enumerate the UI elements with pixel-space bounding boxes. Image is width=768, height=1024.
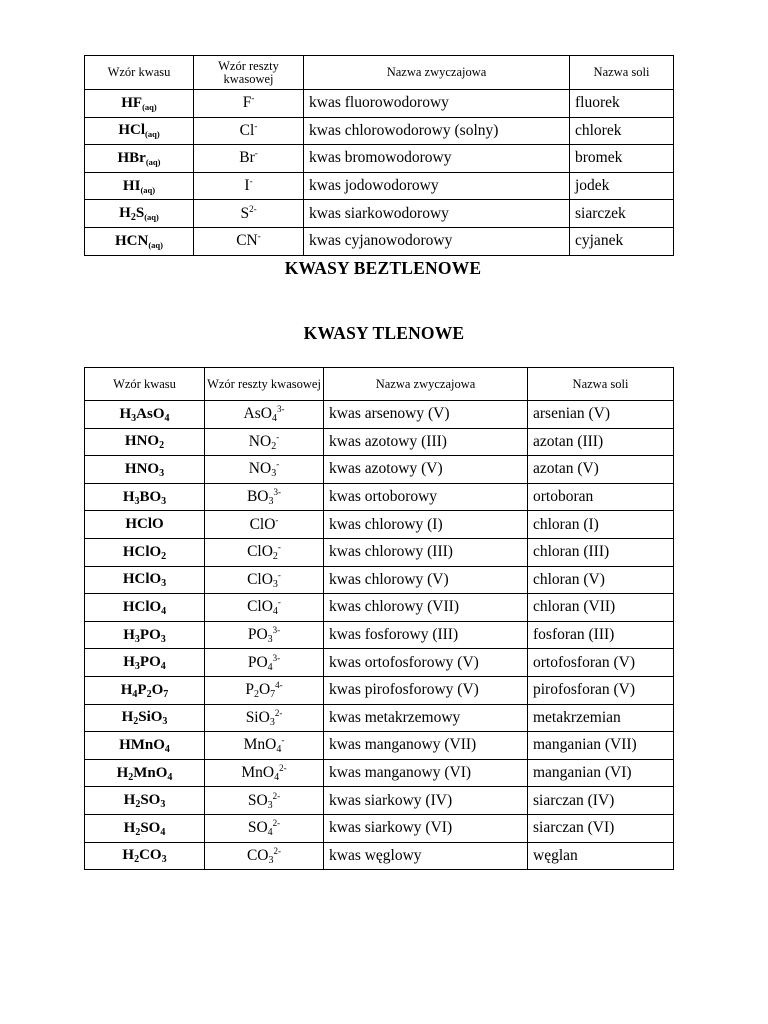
table-row <box>85 483 674 511</box>
cell-salt-name: siarczek <box>570 200 674 228</box>
cell-acid-formula <box>85 227 194 255</box>
formula-sub: 4 <box>132 688 138 700</box>
formula-sub: 3 <box>161 495 167 507</box>
formula-text: HMnO <box>119 736 165 753</box>
table-row <box>85 538 674 566</box>
cell-salt-name: azotan (V) <box>528 456 674 484</box>
formula-sup: 2- <box>272 818 281 829</box>
cell-residue-formula <box>205 594 324 622</box>
formula-text: H <box>123 626 135 643</box>
formula-aq: (aq) <box>145 129 160 140</box>
cell-salt-name: węglan <box>528 842 674 870</box>
table-row <box>85 759 674 787</box>
cell-acid-formula <box>85 566 205 594</box>
formula-text: SO <box>247 819 268 837</box>
formula-text: ClO <box>247 570 273 588</box>
cell-common-name: kwas ortoborowy <box>324 483 528 511</box>
cell-common-name: kwas bromowodorowy <box>304 145 570 173</box>
formula-text: HClO <box>125 516 164 533</box>
formula-sup: 3- <box>273 487 282 498</box>
cell-salt-name: jodek <box>570 172 674 200</box>
cell-common-name: kwas chlorowy (VII) <box>324 594 528 622</box>
cell-common-name: kwas fluorowodorowy <box>304 90 570 118</box>
formula-sub: 4 <box>161 605 167 617</box>
cell-residue-formula <box>194 200 304 228</box>
formula-sub: 3 <box>272 578 278 590</box>
table-body <box>85 90 674 256</box>
formula-sub: 2 <box>128 771 134 783</box>
formula-sup: - <box>276 431 280 442</box>
formula-text: H <box>121 94 133 111</box>
formula-sub: 4 <box>160 826 166 838</box>
formula-sub: 2 <box>159 440 165 452</box>
cell-salt-name: arsenian (V) <box>528 401 674 429</box>
table-row <box>85 676 674 704</box>
cell-salt-name: siarczan (IV) <box>528 787 674 815</box>
cell-acid-formula <box>85 676 205 704</box>
cell-salt-name: chloran (III) <box>528 538 674 566</box>
formula-sub: 2 <box>135 799 141 811</box>
formula-sub: 7 <box>163 688 169 700</box>
formula-text: H <box>123 819 136 836</box>
formula-text: H <box>119 205 131 222</box>
formula-text: H <box>118 122 131 139</box>
cell-residue-formula <box>205 787 324 815</box>
table-row <box>85 227 674 255</box>
table-row <box>85 200 674 228</box>
cell-residue-formula <box>205 704 324 732</box>
formula-sub: 3 <box>271 468 277 480</box>
formula-sup: 3- <box>272 652 281 663</box>
formula-text: CO <box>246 846 269 864</box>
formula-sub: 3 <box>161 578 167 590</box>
formula-sub: 4 <box>271 413 277 425</box>
formula-text: PO <box>247 626 268 644</box>
table-row <box>85 117 674 145</box>
table-row <box>85 704 674 732</box>
cell-common-name: kwas pirofosforowy (V) <box>324 676 528 704</box>
formula-sup: 4- <box>275 680 283 691</box>
table-row <box>85 172 674 200</box>
cell-acid-formula <box>85 814 205 842</box>
table-row <box>85 428 674 456</box>
cell-residue-formula <box>205 842 324 870</box>
formula-sup: 2- <box>272 790 281 801</box>
formula-sub: 3 <box>267 634 273 646</box>
cell-residue-formula <box>205 676 324 704</box>
cell-common-name: kwas cyjanowodorowy <box>304 227 570 255</box>
cell-acid-formula <box>85 401 205 429</box>
formula-aq: (aq) <box>142 101 157 112</box>
cell-common-name: kwas fosforowy (III) <box>324 621 528 649</box>
cell-residue-formula <box>205 566 324 594</box>
formula-text: CN <box>236 232 258 250</box>
cell-salt-name: fluorek <box>570 90 674 118</box>
table-row <box>85 649 674 677</box>
formula-text: H <box>122 177 135 194</box>
formula-text: SO <box>247 791 268 809</box>
cell-acid-formula <box>85 511 205 539</box>
formula-sub: 4 <box>267 661 273 673</box>
formula-sup: 3- <box>272 625 281 636</box>
formula-sup: 3- <box>276 404 285 415</box>
cell-residue-formula <box>205 401 324 429</box>
formula-text: I <box>134 177 141 194</box>
cell-acid-formula <box>85 787 205 815</box>
cell-acid-formula <box>85 842 205 870</box>
formula-sub: 3 <box>161 854 167 866</box>
formula-text: MnO <box>241 764 275 782</box>
formula-text: HNO <box>124 460 160 477</box>
formula-text: H <box>122 488 135 505</box>
table-tlenowe <box>84 367 674 870</box>
formula-text: MnO <box>243 736 277 754</box>
formula-text: Br <box>129 149 146 166</box>
table-row <box>85 90 674 118</box>
formula-sub: 3 <box>159 467 165 479</box>
formula-sub: 4 <box>160 661 166 673</box>
formula-text: P <box>245 681 254 699</box>
formula-text: HClO <box>122 598 162 615</box>
formula-sup: - <box>257 231 261 242</box>
formula-sub: 2 <box>133 716 139 728</box>
table-row <box>85 732 674 760</box>
formula-sub: 3 <box>269 716 275 728</box>
formula-sub: 4 <box>164 743 170 755</box>
cell-residue-formula <box>194 172 304 200</box>
table-row <box>85 566 674 594</box>
cell-acid-formula <box>85 117 194 145</box>
table-row <box>85 511 674 539</box>
cell-salt-name: cyjanek <box>570 227 674 255</box>
cell-acid-formula <box>85 732 205 760</box>
formula-text: HClO <box>122 571 162 588</box>
table-row <box>85 456 674 484</box>
cell-common-name: kwas chlorowy (III) <box>324 538 528 566</box>
formula-sub: 3 <box>134 633 140 645</box>
formula-sup: - <box>277 569 281 580</box>
table-row <box>85 621 674 649</box>
formula-text: CO <box>139 847 162 864</box>
formula-text: H <box>120 681 133 698</box>
cell-common-name: kwas ortofosforowy (V) <box>324 649 528 677</box>
cell-common-name: kwas metakrzemowy <box>324 704 528 732</box>
cell-salt-name: pirofosforan (V) <box>528 676 674 704</box>
formula-sup: - <box>277 542 281 553</box>
cell-residue-formula <box>205 732 324 760</box>
cell-salt-name: metakrzemian <box>528 704 674 732</box>
formula-text: PO <box>139 654 161 671</box>
table-row <box>85 842 674 870</box>
cell-residue-formula <box>205 483 324 511</box>
cell-acid-formula <box>85 145 194 173</box>
formula-aq: (aq) <box>144 212 159 223</box>
formula-sup: 2- <box>279 763 287 774</box>
header-formula: Wzór kwasu <box>85 56 194 90</box>
formula-sub: 3 <box>134 495 140 507</box>
section-title-beztlenowe: KWASY BEZTLENOWE <box>284 258 482 278</box>
cell-acid-formula <box>85 428 205 456</box>
table-body <box>85 401 674 870</box>
cell-acid-formula <box>85 456 205 484</box>
formula-sub: 7 <box>270 689 276 701</box>
formula-sub: 3 <box>160 799 166 811</box>
formula-text: H <box>122 847 135 864</box>
cell-salt-name: manganian (VII) <box>528 732 674 760</box>
formula-aq: (aq) <box>145 156 161 167</box>
cell-salt-name: chlorek <box>570 117 674 145</box>
formula-text: H <box>119 405 132 422</box>
formula-sup: - <box>276 459 280 470</box>
cell-common-name: kwas chlorowodorowy (solny) <box>304 117 570 145</box>
formula-text: S <box>240 204 250 222</box>
formula-text: SO <box>140 819 161 836</box>
formula-sup: - <box>281 735 285 746</box>
formula-text: H <box>121 709 134 726</box>
table-row <box>85 594 674 622</box>
formula-text: ClO <box>249 515 276 533</box>
formula-sub: 3 <box>160 633 166 645</box>
formula-text: Cl <box>239 121 255 139</box>
formula-text: BO <box>246 488 269 506</box>
formula-aq: (aq) <box>148 239 163 250</box>
formula-sup: - <box>254 120 258 131</box>
formula-sub: 4 <box>272 606 278 618</box>
header-formula: Wzór kwasu <box>85 368 205 401</box>
formula-text: H <box>117 149 130 166</box>
formula-sub: 3 <box>268 854 274 866</box>
formula-text: I <box>244 177 250 195</box>
formula-text: Cl <box>130 122 146 139</box>
cell-common-name: kwas chlorowy (I) <box>324 511 528 539</box>
formula-text: HCN <box>115 232 149 249</box>
formula-sub: 2 <box>134 854 140 866</box>
formula-sub: 4 <box>276 744 282 756</box>
cell-common-name: kwas arsenowy (V) <box>324 401 528 429</box>
formula-sub: 4 <box>167 771 173 783</box>
formula-text: H <box>116 764 129 781</box>
cell-common-name: kwas jodowodorowy <box>304 172 570 200</box>
cell-residue-formula <box>205 456 324 484</box>
formula-text: AsO <box>136 405 165 422</box>
header-residue: Wzór reszty kwasowej <box>205 368 324 401</box>
header-salt: Nazwa soli <box>570 56 674 90</box>
formula-sub: 4 <box>274 772 280 784</box>
formula-sub: 2 <box>135 826 141 838</box>
cell-residue-formula <box>205 759 324 787</box>
formula-sub: 2 <box>130 212 136 224</box>
table-beztlenowe <box>84 55 674 256</box>
cell-acid-formula <box>85 594 205 622</box>
formula-sub: 2 <box>146 688 152 700</box>
cell-residue-formula <box>205 814 324 842</box>
cell-common-name: kwas azotowy (III) <box>324 428 528 456</box>
cell-residue-formula <box>205 649 324 677</box>
cell-acid-formula <box>85 172 194 200</box>
formula-sup: 2- <box>249 203 257 214</box>
formula-text: SO <box>140 792 161 809</box>
cell-acid-formula <box>85 483 205 511</box>
cell-acid-formula <box>85 200 194 228</box>
formula-text: BO <box>139 488 162 505</box>
formula-text: SiO <box>138 709 163 726</box>
cell-common-name: kwas azotowy (V) <box>324 456 528 484</box>
cell-acid-formula <box>85 649 205 677</box>
cell-acid-formula <box>85 538 205 566</box>
cell-acid-formula <box>85 704 205 732</box>
formula-sup: - <box>277 597 281 608</box>
cell-salt-name: chloran (VII) <box>528 594 674 622</box>
cell-salt-name: fosforan (III) <box>528 621 674 649</box>
cell-common-name: kwas manganowy (VII) <box>324 732 528 760</box>
formula-sup: 2- <box>273 845 282 856</box>
header-name: Nazwa zwyczajowa <box>324 368 528 401</box>
cell-salt-name: chloran (I) <box>528 511 674 539</box>
formula-text: HNO <box>124 433 160 450</box>
formula-sub: 3 <box>134 661 140 673</box>
cell-acid-formula <box>85 759 205 787</box>
formula-sub: 2 <box>271 440 277 452</box>
formula-sub: 3 <box>162 716 168 728</box>
cell-salt-name: ortoboran <box>528 483 674 511</box>
formula-sub: 2 <box>253 689 259 701</box>
cell-residue-formula <box>194 145 304 173</box>
formula-text: P <box>137 681 147 698</box>
formula-text: ClO <box>247 543 273 561</box>
formula-text: Br <box>239 149 255 167</box>
formula-sup: - <box>249 176 253 187</box>
cell-residue-formula <box>205 428 324 456</box>
formula-text: F <box>242 94 252 112</box>
formula-text: NO <box>248 460 272 478</box>
cell-salt-name: azotan (III) <box>528 428 674 456</box>
formula-sub: 4 <box>164 412 170 424</box>
cell-residue-formula <box>205 621 324 649</box>
formula-text: ClO <box>247 598 273 616</box>
formula-text: SiO <box>245 708 270 726</box>
formula-sup: - <box>251 93 255 104</box>
formula-sup: - <box>254 148 258 159</box>
formula-sub: 2 <box>161 550 167 562</box>
formula-sup: 2- <box>274 707 283 718</box>
header-name: Nazwa zwyczajowa <box>304 56 570 90</box>
table-row <box>85 814 674 842</box>
formula-text: HClO <box>122 543 162 560</box>
formula-text: O <box>258 681 271 699</box>
formula-text: H <box>123 654 135 671</box>
cell-salt-name: chloran (V) <box>528 566 674 594</box>
formula-text: F <box>132 94 143 111</box>
cell-common-name: kwas siarkowy (VI) <box>324 814 528 842</box>
table-row <box>85 145 674 173</box>
formula-text: NO <box>248 432 272 450</box>
formula-text: MnO <box>133 764 168 781</box>
cell-acid-formula <box>85 621 205 649</box>
cell-acid-formula <box>85 90 194 118</box>
cell-common-name: kwas siarkowy (IV) <box>324 787 528 815</box>
cell-common-name: kwas węglowy <box>324 842 528 870</box>
formula-text: AsO <box>243 405 272 423</box>
cell-residue-formula <box>194 90 304 118</box>
table-row <box>85 787 674 815</box>
formula-sup: - <box>275 514 279 525</box>
formula-sub: 3 <box>268 496 274 508</box>
formula-text: O <box>151 681 164 698</box>
cell-salt-name: bromek <box>570 145 674 173</box>
header-salt: Nazwa soli <box>528 368 674 401</box>
cell-salt-name: siarczan (VI) <box>528 814 674 842</box>
formula-text: PO <box>139 626 161 643</box>
table-row <box>85 401 674 429</box>
formula-sub: 3 <box>131 412 137 424</box>
formula-sub: 3 <box>267 799 273 811</box>
header-row <box>85 368 674 401</box>
cell-common-name: kwas siarkowodorowy <box>304 200 570 228</box>
cell-residue-formula <box>194 227 304 255</box>
formula-text: PO <box>247 653 268 671</box>
header-residue: Wzór reszty kwasowej <box>194 56 304 90</box>
cell-common-name: kwas manganowy (VI) <box>324 759 528 787</box>
section-title-tlenowe: KWASY TLENOWE <box>303 323 465 343</box>
formula-text: S <box>135 205 145 222</box>
header-row <box>85 56 674 90</box>
cell-common-name: kwas chlorowy (V) <box>324 566 528 594</box>
formula-aq: (aq) <box>140 184 156 195</box>
formula-sub: 2 <box>272 551 278 563</box>
cell-salt-name: ortofosforan (V) <box>528 649 674 677</box>
cell-residue-formula <box>205 538 324 566</box>
cell-residue-formula <box>205 511 324 539</box>
formula-sub: 4 <box>267 827 273 839</box>
cell-salt-name: manganian (VI) <box>528 759 674 787</box>
formula-text: H <box>123 792 136 809</box>
cell-residue-formula <box>194 117 304 145</box>
